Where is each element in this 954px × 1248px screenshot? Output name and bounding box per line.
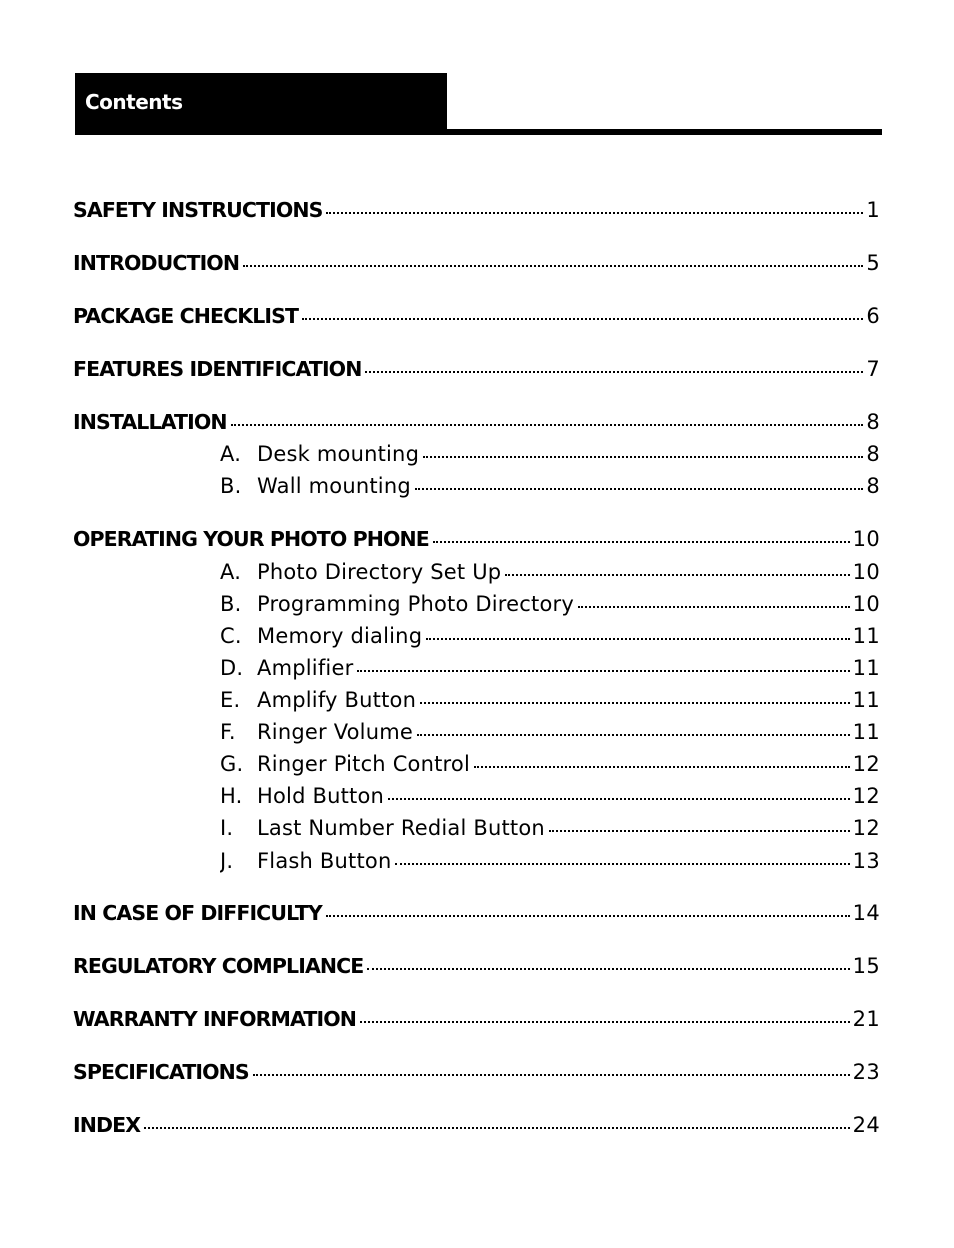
toc-page-number: 5 bbox=[866, 251, 880, 275]
dot-leader bbox=[388, 781, 850, 803]
toc-page-number: 10 bbox=[852, 560, 880, 584]
toc-page-number: 15 bbox=[852, 954, 880, 978]
toc-entry-introduction[interactable] bbox=[73, 248, 880, 278]
toc-subentry-amplifier[interactable] bbox=[220, 653, 880, 683]
toc-entry-package-checklist[interactable] bbox=[73, 301, 880, 331]
toc-page-number: 8 bbox=[866, 474, 880, 498]
toc-entry-title: Memory dialing bbox=[257, 624, 423, 648]
toc-entry-title: INDEX bbox=[73, 1113, 141, 1137]
dot-leader bbox=[326, 898, 850, 920]
toc-entry-title: REGULATORY COMPLIANCE bbox=[73, 954, 364, 978]
dot-leader bbox=[357, 653, 849, 675]
toc-subentry-wall-mounting[interactable] bbox=[220, 471, 880, 501]
toc-entry-title: Flash Button bbox=[257, 849, 392, 873]
toc-subentry-letter: D. bbox=[220, 656, 244, 680]
page-title: Contents bbox=[85, 90, 183, 114]
toc-entry-title: Last Number Redial Button bbox=[257, 816, 545, 840]
dot-leader bbox=[302, 301, 863, 323]
toc-subentry-letter: B. bbox=[220, 474, 242, 498]
toc-subentry-desk-mounting[interactable] bbox=[220, 439, 880, 469]
dot-leader bbox=[549, 813, 850, 835]
toc-page-number: 11 bbox=[852, 720, 880, 744]
toc-entry-title: Wall mounting bbox=[257, 474, 411, 498]
toc-entry-title: Ringer Pitch Control bbox=[257, 752, 471, 776]
toc-subentry-amplify-button[interactable] bbox=[220, 685, 880, 715]
toc-entry-title: FEATURES IDENTIFICATION bbox=[73, 357, 362, 381]
toc-subentry-flash-button[interactable] bbox=[220, 846, 880, 876]
toc-page-number: 10 bbox=[852, 527, 880, 551]
toc-subentry-letter: C. bbox=[220, 624, 242, 648]
dot-leader bbox=[231, 407, 864, 429]
toc-page-number: 11 bbox=[852, 656, 880, 680]
dot-leader bbox=[420, 685, 850, 707]
dot-leader bbox=[578, 589, 850, 611]
toc-page-number: 13 bbox=[852, 849, 880, 873]
toc-entry-title: Amplifier bbox=[257, 656, 354, 680]
toc-entry-index[interactable] bbox=[73, 1110, 880, 1140]
toc-subentry-letter: B. bbox=[220, 592, 242, 616]
toc-entry-title: WARRANTY INFORMATION bbox=[73, 1007, 356, 1031]
toc-entry-safety-instructions[interactable] bbox=[73, 195, 880, 225]
dot-leader bbox=[243, 248, 863, 270]
toc-page-number: 24 bbox=[852, 1113, 880, 1137]
toc-entry-operating-your-photo-phone[interactable] bbox=[73, 524, 880, 554]
toc-entry-title: Desk mounting bbox=[257, 442, 420, 466]
toc-page-number: 11 bbox=[852, 688, 880, 712]
toc-entry-title: OPERATING YOUR PHOTO PHONE bbox=[73, 527, 429, 551]
toc-subentry-letter: G. bbox=[220, 752, 244, 776]
dot-leader bbox=[423, 439, 863, 461]
toc-entry-warranty-information[interactable] bbox=[73, 1004, 880, 1034]
toc-page-number: 8 bbox=[866, 410, 880, 434]
toc-subentry-letter: E. bbox=[220, 688, 241, 712]
toc-subentry-last-number-redial-button[interactable] bbox=[220, 813, 880, 843]
dot-leader bbox=[433, 524, 850, 546]
toc-subentry-letter: F. bbox=[220, 720, 236, 744]
toc-page-number: 11 bbox=[852, 624, 880, 648]
toc-subentry-programming-photo-directory[interactable] bbox=[220, 589, 880, 619]
toc-subentry-letter: I. bbox=[220, 816, 234, 840]
toc-page-number: 10 bbox=[852, 592, 880, 616]
toc-page-number: 12 bbox=[852, 752, 880, 776]
toc-entry-title: SAFETY INSTRUCTIONS bbox=[73, 198, 323, 222]
toc-entry-title: Amplify Button bbox=[257, 688, 417, 712]
toc-entry-title: Ringer Volume bbox=[257, 720, 413, 744]
dot-leader bbox=[505, 557, 849, 579]
toc-entry-title: SPECIFICATIONS bbox=[73, 1060, 249, 1084]
dot-leader bbox=[474, 749, 850, 771]
toc-entry-features-identification[interactable] bbox=[73, 354, 880, 384]
toc-entry-title: INTRODUCTION bbox=[73, 251, 240, 275]
toc-entry-title: IN CASE OF DIFFICULTY bbox=[73, 901, 322, 925]
toc-page-number: 7 bbox=[866, 357, 880, 381]
toc-entry-title: Photo Directory Set Up bbox=[257, 560, 502, 584]
dot-leader bbox=[360, 1004, 850, 1026]
toc-entry-installation[interactable] bbox=[73, 407, 880, 437]
dot-leader bbox=[426, 621, 849, 643]
dot-leader bbox=[395, 846, 849, 868]
toc-page-number: 12 bbox=[852, 784, 880, 808]
dot-leader bbox=[326, 195, 863, 217]
toc-page-number: 21 bbox=[852, 1007, 880, 1031]
toc-entry-title: Programming Photo Directory bbox=[257, 592, 574, 616]
toc-page-number: 6 bbox=[866, 304, 880, 328]
toc-page-number: 1 bbox=[866, 198, 880, 222]
toc-page-number: 8 bbox=[866, 442, 880, 466]
toc-entry-title: Hold Button bbox=[257, 784, 385, 808]
toc-subentry-letter: J. bbox=[220, 849, 234, 873]
table-of-contents bbox=[73, 0, 880, 1248]
toc-subentry-letter: A. bbox=[220, 560, 242, 584]
toc-subentry-ringer-pitch-control[interactable] bbox=[220, 749, 880, 779]
toc-subentry-letter: H. bbox=[220, 784, 243, 808]
dot-leader bbox=[253, 1057, 850, 1079]
toc-subentry-photo-directory-set-up[interactable] bbox=[220, 557, 880, 587]
toc-subentry-ringer-volume[interactable] bbox=[220, 717, 880, 747]
dot-leader bbox=[415, 471, 863, 493]
dot-leader bbox=[367, 951, 849, 973]
toc-entry-specifications[interactable] bbox=[73, 1057, 880, 1087]
dot-leader bbox=[144, 1110, 850, 1132]
toc-entry-in-case-of-difficulty[interactable] bbox=[73, 898, 880, 928]
toc-entry-title: PACKAGE CHECKLIST bbox=[73, 304, 299, 328]
dot-leader bbox=[365, 354, 863, 376]
toc-page-number: 14 bbox=[852, 901, 880, 925]
toc-subentry-letter: A. bbox=[220, 442, 242, 466]
toc-page-number: 23 bbox=[852, 1060, 880, 1084]
dot-leader bbox=[417, 717, 850, 739]
toc-subentry-memory-dialing[interactable] bbox=[220, 621, 880, 651]
toc-page-number: 12 bbox=[852, 816, 880, 840]
toc-subentry-hold-button[interactable] bbox=[220, 781, 880, 811]
toc-entry-regulatory-compliance[interactable] bbox=[73, 951, 880, 981]
toc-entry-title: INSTALLATION bbox=[73, 410, 227, 434]
